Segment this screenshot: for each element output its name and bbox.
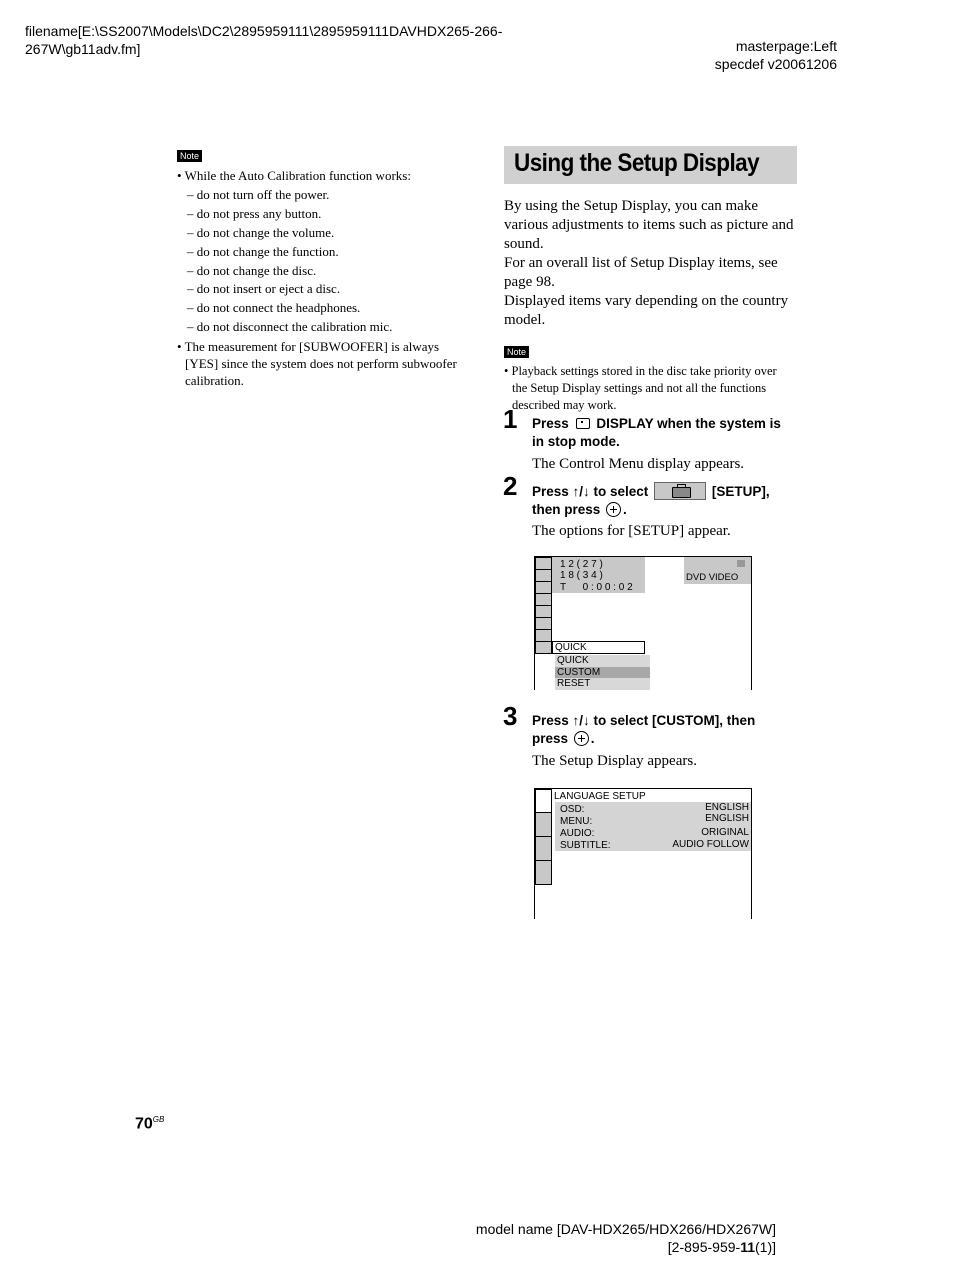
intro-line: model.: [504, 312, 546, 328]
part-code-revision: 11: [740, 1239, 755, 1255]
option-quick[interactable]: QUICK: [557, 655, 589, 666]
specdef-label: specdef v20061206: [714, 56, 837, 72]
step-number-3: 3: [503, 701, 518, 731]
menu-side-cell: [535, 641, 552, 654]
masterpage-header: [715, 37, 837, 73]
status-panel: [552, 557, 645, 593]
display-button-icon: [576, 418, 590, 429]
intro-line: various adjustments to items such as picture and: [504, 217, 794, 233]
setup-side-cell: [535, 836, 552, 861]
setup-side-cell: [535, 789, 552, 813]
step-3-text: press: [532, 731, 569, 746]
disc-indicator: [737, 560, 745, 567]
option-custom[interactable]: CUSTOM: [555, 667, 650, 679]
masterpage-label: masterpage:Left: [735, 38, 837, 54]
setting-value-osd[interactable]: ENGLISH: [705, 802, 749, 813]
page-number: [135, 1115, 164, 1133]
time-counter: T 0 : 0 0 : 0 2: [560, 582, 633, 593]
part-code: [476, 1238, 776, 1256]
note-line: described may work.: [512, 398, 617, 412]
bullet-auto-calibration: • While the Auto Calibration function works:: [177, 168, 411, 183]
step-2-result: The options for [SETUP] appear.: [532, 523, 731, 539]
language-setup-heading: LANGUAGE SETUP: [554, 791, 646, 802]
dash-item: – do not disconnect the calibration mic.: [187, 319, 393, 335]
step-2-text: [SETUP],: [711, 484, 770, 499]
note-badge: Note: [177, 150, 202, 162]
part-code-prefix: [2-895-959-: [667, 1239, 741, 1255]
bullet-subwoofer-line: [YES] since the system does not perform subwoofer: [185, 356, 457, 372]
footer-model-info: [476, 1220, 776, 1256]
control-menu-screen: [534, 556, 752, 690]
chapter-count: 1 8 ( 3 4 ): [560, 570, 603, 581]
step-3-period: .: [590, 731, 595, 746]
step-2-period: .: [623, 502, 627, 517]
step-1-text: Press: [532, 416, 569, 431]
step-2-text: then press: [532, 502, 601, 517]
intro-line: For an overall list of Setup Display items, see: [504, 255, 778, 271]
dash-list: [177, 186, 477, 337]
intro-paragraph: [504, 197, 804, 330]
step-1-instruction: [532, 415, 802, 451]
setup-side-cell: [535, 860, 552, 885]
title-chapter: 1 2 ( 2 7 ): [560, 559, 603, 570]
setting-label-subtitle: SUBTITLE:: [560, 840, 611, 851]
left-note-section: [177, 146, 477, 389]
step-number-1: 1: [503, 404, 518, 434]
step-3-instruction: [532, 712, 812, 748]
step-2-text: Press ↑/↓ to select: [532, 484, 649, 499]
step-1-text: in stop mode.: [532, 434, 620, 449]
intro-line: Displayed items vary depending on the country: [504, 293, 789, 309]
setting-value-menu[interactable]: ENGLISH: [705, 813, 749, 824]
setup-options-list: [555, 655, 650, 690]
intro-line: By using the Setup Display, you can make: [504, 198, 758, 214]
note-line: the Setup Display settings and not all the functions: [512, 381, 767, 395]
bullet-subwoofer-line: • The measurement for [SUBWOOFER] is always: [177, 339, 440, 355]
filename-line-1: filename[E:\SS2007\Models\DC2\2895959111\2895959111DAVHDX265-266-: [25, 23, 503, 39]
disc-type-panel: [684, 557, 751, 584]
dvd-video-badge: DVD VIDEO: [686, 572, 739, 583]
dash-item: – do not press any button.: [187, 205, 322, 221]
setup-side-cell: [535, 812, 552, 837]
setting-label-menu: MENU:: [560, 816, 593, 827]
enter-button-icon: [574, 731, 589, 746]
setting-value-subtitle[interactable]: AUDIO FOLLOW: [672, 839, 749, 850]
step-3-result: The Setup Display appears.: [532, 753, 697, 769]
note-line: • Playback settings stored in the disc take priority over: [504, 364, 777, 378]
setting-label-audio: AUDIO:: [560, 828, 595, 839]
page-number-suffix: GB: [152, 1115, 165, 1124]
step-2-instruction: [532, 482, 812, 519]
setup-display-screen: [534, 788, 752, 919]
page-number-value: 70: [135, 1115, 153, 1133]
dash-item: – do not turn off the power.: [187, 186, 330, 202]
part-code-suffix: (1)]: [755, 1239, 776, 1255]
step-number-2: 2: [503, 471, 518, 501]
step-3-text: Press ↑/↓ to select [CUSTOM], then: [532, 713, 756, 728]
dash-item: – do not change the disc.: [187, 262, 317, 278]
setup-toolbox-icon: [654, 482, 706, 500]
bullet-subwoofer: [177, 338, 477, 389]
dash-item: – do not change the volume.: [187, 224, 335, 240]
filename-header: [25, 22, 502, 58]
setting-label-osd: OSD:: [560, 804, 585, 815]
dash-item: – do not insert or eject a disc.: [187, 281, 341, 297]
model-name: model name [DAV-HDX265/HDX266/HDX267W]: [475, 1221, 776, 1237]
intro-line: sound.: [504, 236, 544, 252]
right-note-section: [504, 342, 804, 414]
step-1-result: The Control Menu display appears.: [532, 456, 745, 472]
page-title: Using the Setup Display: [514, 149, 760, 177]
dash-item: – do not connect the headphones.: [187, 300, 361, 316]
step-1-text: DISPLAY when the system is: [596, 416, 781, 431]
note-badge: Note: [504, 346, 529, 358]
section-title-bar: [504, 146, 797, 184]
option-reset[interactable]: RESET: [557, 678, 591, 689]
intro-line: page 98.: [504, 274, 555, 290]
language-settings-panel: [555, 802, 751, 851]
filename-line-2: 267W\gb11adv.fm]: [25, 41, 141, 57]
dash-item: – do not change the function.: [187, 243, 339, 259]
setup-mode-field[interactable]: QUICK: [552, 641, 645, 654]
enter-button-icon: [606, 502, 621, 517]
setting-value-audio[interactable]: ORIGINAL: [701, 827, 749, 838]
bullet-subwoofer-line: calibration.: [185, 373, 244, 389]
